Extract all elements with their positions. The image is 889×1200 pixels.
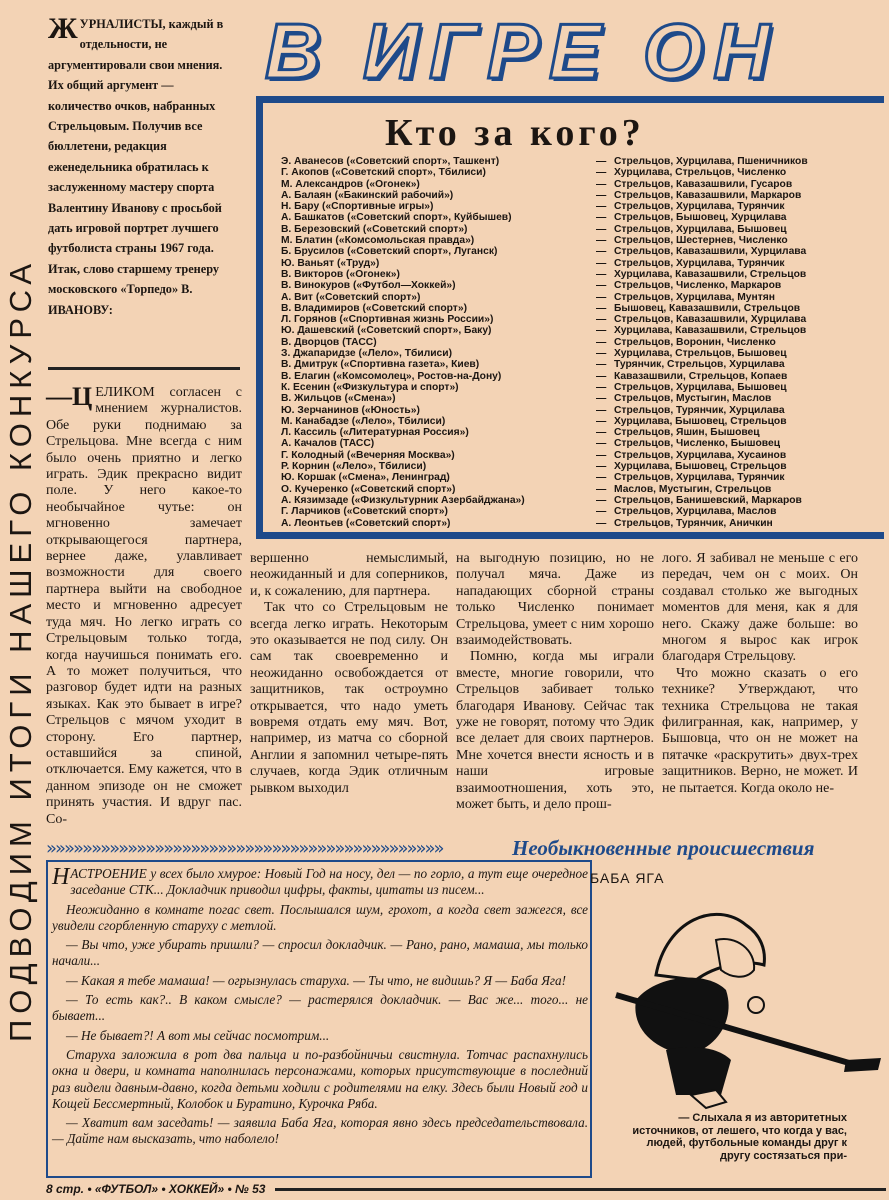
- vote-dash: —: [596, 280, 607, 292]
- vote-journalist: М. Александров («Огонек»): [281, 178, 420, 190]
- article-paragraph: Помню, когда мы играли вместе, многие говорили, что Стрельцов забивает только благодаря Иванову. Сейчас так уже не говорят, потому что Эдик все делает для своих партнеров. Мне хочется внести ясность и в наши игровые взаимоотношения, хоть это, может быть, и дело прош-: [456, 649, 654, 813]
- vote-picks: Стрельцов, Кавазашвили, Хурцилава: [614, 314, 807, 326]
- vote-row: [281, 405, 881, 416]
- vote-journalist: В. Викторов («Огонек»): [281, 268, 400, 280]
- vote-journalist: М. Блатин («Комсомольская правда»): [281, 235, 475, 247]
- vote-dash: —: [596, 189, 607, 201]
- vote-row: [281, 156, 881, 167]
- vote-dash: —: [596, 314, 607, 326]
- vote-journalist: В. Елагин («Комсомолец», Ростов-на-Дону): [281, 370, 502, 382]
- vote-journalist: Ю. Ваньят («Труд»): [281, 257, 380, 269]
- footer-rule: [275, 1188, 886, 1191]
- vote-dash: —: [596, 325, 607, 337]
- vote-row: [281, 461, 881, 472]
- vote-dash: —: [596, 393, 607, 405]
- vote-row: [281, 292, 881, 303]
- vote-dash: —: [596, 268, 607, 280]
- vote-row: [281, 371, 881, 382]
- vote-picks: Стрельцов, Численко, Маркаров: [614, 280, 782, 292]
- article-column-1: [46, 382, 242, 828]
- vote-row: [281, 506, 881, 517]
- vote-picks: Стрельцов, Воронин, Численко: [614, 336, 776, 348]
- vote-picks: Стрельцов, Хурцилава, Маслов: [614, 506, 777, 518]
- vote-dash: —: [596, 201, 607, 213]
- story-paragraph: — То есть как?.. В каком смысле? — растерялся докладчик. — Вас же... того... не бывает...: [52, 992, 588, 1024]
- vote-row: [281, 269, 881, 280]
- vote-dash: —: [596, 257, 607, 269]
- footer-text: 8 стр. • «ФУТБОЛ» • ХОККЕЙ» • № 53: [46, 1182, 266, 1196]
- vote-picks: Стрельцов, Хурцилава, Мунтян: [614, 291, 776, 303]
- vote-picks: Стрельцов, Яшин, Бышовец: [614, 427, 760, 439]
- vote-picks: Маслов, Мустыгин, Стрельцов: [614, 483, 772, 495]
- vote-dash: —: [596, 359, 607, 371]
- vote-journalist: Ю. Дашевский («Советский спорт», Баку): [281, 325, 492, 337]
- vote-picks: Стрельцов, Банишевский, Маркаров: [614, 494, 802, 506]
- vote-journalist: Ю. Зерчанинов («Юность»): [281, 404, 420, 416]
- vote-row: [281, 359, 881, 370]
- vote-dash: —: [596, 427, 607, 439]
- vote-journalist: А. Качалов (ТАСС): [281, 438, 375, 450]
- vote-journalist: М. Канабадзе («Лело», Тбилиси): [281, 415, 446, 427]
- vote-picks: Стрельцов, Хурцилава, Пшеничников: [614, 156, 808, 167]
- page-headline: В ИГРЕ ОН: [265, 7, 780, 95]
- vote-picks: Хурцилава, Бышовец, Стрельцов: [614, 461, 787, 473]
- vote-picks: Кавазашвили, Стрельцов, Копаев: [614, 370, 788, 382]
- vote-dash: —: [596, 178, 607, 190]
- vote-picks: Стрельцов, Бышовец, Хурцилава: [614, 212, 787, 224]
- vote-journalist: Н. Бару («Спортивные игры»): [281, 201, 434, 213]
- story-paragraph: — Вы что, уже убирать пришли? — спросил докладчик. — Рано, рано, мамаша, мы только начали...: [52, 937, 588, 969]
- vote-journalist: В. Жильцов («Смена»): [281, 393, 396, 405]
- article-column-3: [456, 551, 654, 814]
- vote-dash: —: [596, 370, 607, 382]
- vote-row: [281, 258, 881, 269]
- vote-journalist: О. Кучеренко («Советский спорт»): [281, 483, 456, 495]
- article-paragraph: на выгодную позицию, но не получал мяча. Даже из нападающих сборной страны только Численко понимает Стрельцова, умеет с ним хорошо взаимодействовать.: [456, 551, 654, 649]
- article-paragraph: лого. Я забивал не меньше с его передач, чем он с моих. Он создавал столько же выгодных моментов для меня, как я для него. Скажу даже больше: во многом я вырос как игрок благодаря Стрельцову.: [662, 551, 858, 665]
- vote-row: [281, 427, 881, 438]
- vote-journalist: В. Владимиров («Советский спорт»): [281, 302, 468, 314]
- vote-row: [281, 325, 881, 336]
- intro-divider: [48, 367, 240, 370]
- vote-journalist: Л. Горянов («Спортивная жизнь России»): [281, 314, 494, 326]
- vote-picks: Стрельцов, Мустыгин, Маслов: [614, 393, 772, 405]
- vote-row: [281, 179, 881, 190]
- story-paragraph: Неожиданно в комнате погас свет. Послышался шум, грохот, а когда свет зажегся, все увидели сгорбленную старуху с метлой.: [52, 901, 588, 933]
- story-dropcap: Н: [52, 864, 70, 890]
- rubric-title: Необыкновенные происшествия: [512, 836, 815, 860]
- vote-journalist: А. Балаян («Бакинский рабочий»): [281, 189, 454, 201]
- vote-row: [281, 246, 881, 257]
- vote-dash: —: [596, 381, 607, 393]
- vote-row: [281, 280, 881, 291]
- vote-row: [281, 348, 881, 359]
- side-title: ПОДВОДИМ ИТОГИ НАШЕГО КОНКУРСА: [3, 257, 38, 1043]
- vote-journalist: Э. Аванесов («Советский спорт», Ташкент): [281, 156, 500, 167]
- vote-journalist: Г. Ларчиков («Советский спорт»): [281, 506, 448, 518]
- vote-picks: Хурцилава, Кавазашвили, Стрельцов: [614, 268, 807, 280]
- vote-journalist: Г. Акопов («Советский спорт», Тбилиси): [281, 167, 486, 179]
- vote-picks: Турянчик, Стрельцов, Хурцилава: [614, 359, 785, 371]
- story-paragraph: — Хватит вам заседать! — заявила Баба Яга, которая явно здесь председательствовала. — Дайте нам высказать, что наболело!: [52, 1115, 588, 1147]
- article-text: ЕЛИКОМ согласен с мнением журналистов. Обе руки поднимаю за Стрельцова. Мне всегда с ним было очень приятно и легко играть. Эдик прекрасно видит поле. У него какое-то необычайное чутье: он мгновенно замечает открывающегося партнера, вернее даже, улавливает возможности для своего партнера выйти на свободное место и мгновенно адресует туда мяч. Но легко играть со Стрельцовым только тогда, когда научишься понимать его. А то может получиться, что разговор будет идти на разных языках. Как это бывает в игре? Стрельцов с мячом уходит в сторону. Его партнер, оставшийся за спиной, отключается. Ему кажется, что в данном эпизоде он не сможет принять участия. И вдруг пас. Со-: [46, 385, 242, 827]
- article-paragraph: Так что со Стрельцовым не всегда легко играть. Некоторым это оказывается не под силу. Он сам так своевременно и неожиданно освобождается от защитников, так остроумно открывается, что надо уметь вовремя отдать ему мяч. Вот, например, из матча со сборной Англии я запомнил четыре-пять случаев, когда Эдик отличным рывком выходил: [250, 600, 448, 796]
- vote-dash: —: [596, 494, 607, 506]
- vote-journalist: А. Леонтьев («Советский спорт»): [281, 517, 451, 529]
- vote-picks: Стрельцов, Хурцилава, Турянчик: [614, 201, 785, 213]
- vote-dash: —: [596, 291, 607, 303]
- intro-text: УРНАЛИСТЫ, каждый в отдельности, не аргументировали свои мнения. Их общий аргумент — количество очков, набранных Стрельцовым. Получив все бюллетени, редакция еженедельника обратилась к заслуженному мастеру спорта Валентину Иванову с просьбой дать игровой портрет лучшего футболиста страны 1967 года. Итак, слово старшему тренеру московского «Торпедо» В. ИВАНОВУ:: [48, 17, 224, 317]
- vote-dash: —: [596, 517, 607, 529]
- vote-row: [281, 201, 881, 212]
- vote-row: [281, 337, 881, 348]
- vote-picks: Стрельцов, Кавазашвили, Маркаров: [614, 189, 802, 201]
- vote-journalist: З. Джапаридзе («Лело», Тбилиси): [281, 348, 453, 360]
- vote-dash: —: [596, 246, 607, 258]
- page-footer: [46, 1180, 886, 1198]
- intro-dropcap: Ж: [48, 12, 78, 45]
- article-column-4: [662, 551, 858, 797]
- vote-picks: Стрельцов, Турянчик, Хурцилава: [614, 404, 785, 416]
- vote-picks: Хурцилава, Стрельцов, Бышовец: [614, 348, 787, 360]
- vote-dash: —: [596, 404, 607, 416]
- vote-dash: —: [596, 438, 607, 450]
- article-column-2: [250, 551, 448, 797]
- story-paragraph: — Не бывает?! А вот мы сейчас посмотрим...: [66, 1027, 330, 1043]
- vote-row: [281, 190, 881, 201]
- vote-picks: Стрельцов, Численко, Бышовец: [614, 438, 781, 450]
- vote-row: [281, 212, 881, 223]
- vote-dash: —: [596, 156, 607, 167]
- vote-row: [281, 450, 881, 461]
- story-paragraph: Старуха заложила в рот два пальца и по-разбойничьи свистнула. Тотчас распахнулись окна и двери, и комната наполнилась персонажами, которых присутствующие в последний раз видели давным-давно, когда детьми ходили с родителями на елку. Здесь были Новый год и Кощей Бессмертный, Колобок и Буратино, Курочка Ряба.: [52, 1046, 588, 1111]
- vote-dash: —: [596, 336, 607, 348]
- vote-journalist: В. Дворцов (ТАСС): [281, 336, 377, 348]
- vote-journalist: К. Есенин («Физкультура и спорт»): [281, 381, 459, 393]
- vote-picks: Хурцилава, Стрельцов, Численко: [614, 167, 787, 179]
- vote-dash: —: [596, 415, 607, 427]
- vote-row: [281, 472, 881, 483]
- vote-row: [281, 495, 881, 506]
- vote-journalist: В. Березовский («Советский спорт»): [281, 223, 468, 235]
- cartoon-skirt: [666, 1047, 731, 1095]
- article-dropcap: —Ц: [46, 382, 93, 411]
- cartoon-title: БАБА ЯГА: [590, 870, 665, 886]
- vote-dash: —: [596, 235, 607, 247]
- vote-dash: —: [596, 472, 607, 484]
- vote-picks: Стрельцов, Турянчик, Аничкин: [614, 517, 773, 529]
- arrow-ornament: »»»»»»»»»»»»»»»»»»»»»»»»»»»»»»»»»»»»»»»»»»»»: [46, 838, 443, 859]
- vote-journalist: Р. Корнин («Лело», Тбилиси): [281, 461, 427, 473]
- cartoon-hand: [748, 997, 764, 1013]
- vote-row: [281, 382, 881, 393]
- vote-row: [281, 167, 881, 178]
- vote-picks: Хурцилава, Кавазашвили, Стрельцов: [614, 325, 807, 337]
- vote-dash: —: [596, 167, 607, 179]
- vote-picks: Стрельцов, Хурцилава, Хусаинов: [614, 449, 787, 461]
- cartoon-stick-blade: [844, 1058, 881, 1072]
- vote-picks: Стрельцов, Хурцилава, Турянчик: [614, 257, 785, 269]
- article-paragraph: вершенно немыслимый, неожиданный и для соперников, и, к сожалению, для партнера.: [250, 551, 448, 599]
- vote-picks: Стрельцов, Кавазашвили, Хурцилава: [614, 246, 807, 258]
- vote-dash: —: [596, 506, 607, 518]
- vote-dash: —: [596, 483, 607, 495]
- baba-yaga-cartoon: [596, 880, 886, 1110]
- vote-journalist: В. Дмитрук («Спортивна газета», Киев): [281, 359, 480, 371]
- story-text: [52, 866, 588, 1151]
- vote-row: [281, 393, 881, 404]
- vote-row: [281, 314, 881, 325]
- vote-dash: —: [596, 212, 607, 224]
- story-paragraph: — Какая я тебе мамаша! — огрызнулась старуха. — Ты что, не видишь? Я — Баба Яга!: [66, 972, 567, 988]
- cartoon-caption: — Слыхала я из авторитетных источников, от лешего, что когда у вас, людей, футбольные команды друг к другу состязаться при-: [632, 1112, 847, 1162]
- vote-picks: Стрельцов, Шестернев, Численко: [614, 235, 788, 247]
- vote-picks: Стрельцов, Кавазашвили, Гусаров: [614, 178, 793, 190]
- vote-row: [281, 484, 881, 495]
- vote-picks: Хурцилава, Бышовец, Стрельцов: [614, 415, 787, 427]
- vote-picks: Стрельцов, Хурцилава, Турянчик: [614, 472, 785, 484]
- vote-journalist: Ю. Коршак («Смена», Ленинград): [281, 472, 450, 484]
- vote-list: [281, 156, 881, 529]
- vote-row: [281, 518, 881, 529]
- vote-journalist: Б. Брусилов («Советский спорт», Луганск): [281, 246, 498, 258]
- vote-row: [281, 416, 881, 427]
- vote-journalist: Л. Кассиль («Литературная Россия»): [281, 427, 469, 439]
- vote-journalist: Г. Колодный («Вечерняя Москва»): [281, 449, 455, 461]
- vote-picks: Стрельцов, Хурцилава, Бышовец: [614, 381, 787, 393]
- vote-title: Кто за кого?: [385, 112, 645, 154]
- vote-row: [281, 438, 881, 449]
- vote-row: [281, 224, 881, 235]
- vote-row: [281, 303, 881, 314]
- vote-journalist: А. Кязимзаде («Физкультурник Азербайджана»): [281, 494, 525, 506]
- vote-dash: —: [596, 223, 607, 235]
- vote-journalist: А. Башкатов («Советский спорт», Куйбышев): [281, 212, 512, 224]
- vote-row: [281, 235, 881, 246]
- intro-block: [48, 14, 238, 320]
- vote-journalist: А. Вит («Советский спорт»): [281, 291, 421, 303]
- vote-journalist: В. Винокуров («Футбол—Хоккей»): [281, 280, 456, 292]
- vote-picks: Бышовец, Кавазашвили, Стрельцов: [614, 302, 801, 314]
- vote-dash: —: [596, 348, 607, 360]
- story-paragraph: АСТРОЕНИЕ у всех было хмурое: Новый Год на носу, дел — по горло, а тут еще очередное заседание СТК... Докладчик приводил цифры, факты, цитаты из писем...: [70, 866, 588, 898]
- vote-picks: Стрельцов, Хурцилава, Бышовец: [614, 223, 787, 235]
- vote-dash: —: [596, 302, 607, 314]
- article-paragraph: Что можно сказать о его технике? Утверждают, что техника Стрельцова не такая филигранная, как, например, у Бышовца, что он не может на пятачке «раскрутить» двух-трех защитников. Верно, не может. И не пытается. Когда около не-: [662, 665, 858, 796]
- vote-dash: —: [596, 461, 607, 473]
- vote-dash: —: [596, 449, 607, 461]
